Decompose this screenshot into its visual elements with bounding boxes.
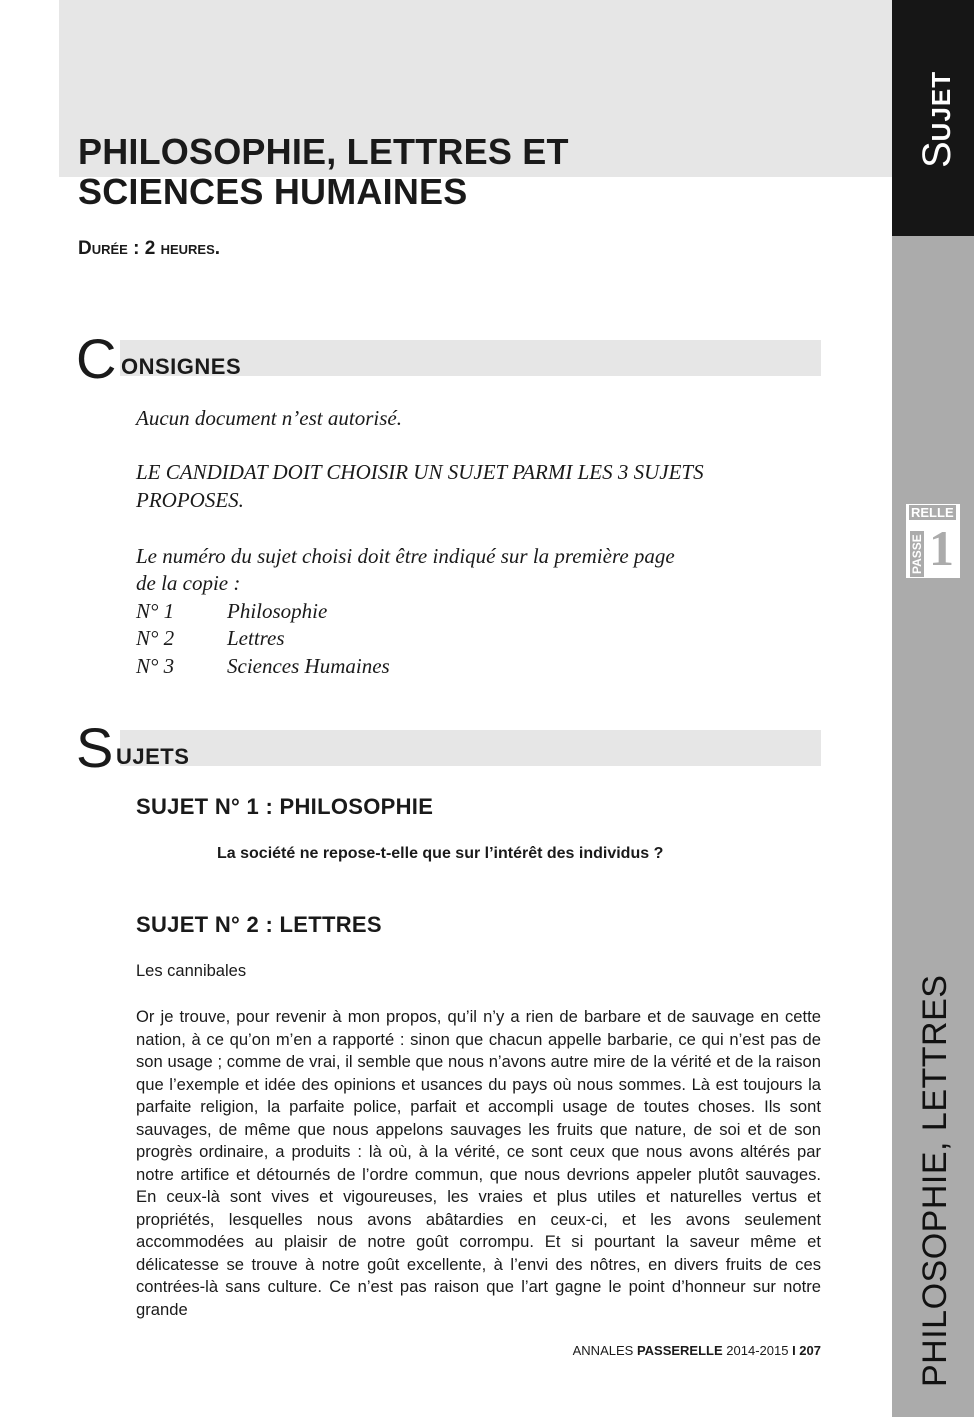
subject-1-heading: SUJET N° 1 : PHILOSOPHIE [136,794,434,819]
side-section-label: PHILOSOPHIE, LETTRES [916,974,954,1387]
instruction-choose-line1: LE CANDIDAT DOIT CHOISIR UN SUJET PARMI LES 3 SUJETS [136,460,704,484]
page-number: 207 [795,1343,821,1358]
passerelle-logo: RELLE PASSE 1 [906,504,960,578]
subject-1-question: La société ne repose-t-elle que sur l’intérêt des individus ? [217,845,664,862]
subject-2-paragraph: Or je trouve, pour revenir à mon propos, qu’il n’y a rien de barbare et de sauvage en cette nation, à ce qu’on m’en a rapporté : sinon que chacun appelle barbarie, ce qui n’est pas de son usage ; comme de vrai, il semble que nous n’avons autre mire de la vérité et de la raison que l’exemple et idée des opinions et usances du pays où nous sommes. Là est toujours la parfaite religion, la parfaite police, parfait et accompli usage de toutes choses. Ils sont sauvages, de même que nous appelons sauvages les fruits que nature, de soi et de son progrès ordinaire, a produits : là où, à la vérité, ce sont ceux que nous avons altérés par notre artifice et détournés de l’ordre commun, que nous devrions appeler plutôt sauvages. En ceux-là sont vives et vigoureuses, les vraies et plus utiles et naturelles vertus et propriétés, lesquelles nous avons abâtardies en ceux-ci, et les avons seulement accommodées au plaisir de notre goût corrompu. Et si pourtant la saveur même et délicatesse se trouve à notre goût excellente, à l’envi des nôtres, en divers fruits de ces contrées-là sans culture. Ce n’est pas raison que l’art gagne le point d’honneur sur notre grande [136,1007,821,1319]
list-item: N° 2 Lettres [136,626,285,650]
instruction-choose-line2: PROPOSES. [136,488,244,512]
footer-brand: PASSERELLE [636,1343,723,1358]
instruction-number-line2: de la copie : [136,571,241,595]
sujets-bar [120,730,821,766]
page-footer: ANNALES PASSERELLE 2014-2015 I 207 [572,1343,821,1358]
subject-2-heading: SUJET N° 2 : LETTRES [136,912,382,937]
page-title [78,132,569,212]
list-item: N° 1 Philosophie [136,599,328,623]
consignes-initial: C [76,327,117,390]
duration-label: Durée : 2 heures. [78,238,221,259]
sujets-heading: UJETS [116,744,190,769]
title-line-1: PHILOSOPHIE, LETTRES ET [78,131,569,172]
side-tab-label: SUJET [915,70,959,168]
list-item: N° 3 Sciences Humaines [136,654,390,678]
title-line-2: SCIENCES HUMAINES [78,171,468,212]
consignes-heading: ONSIGNES [121,354,242,379]
sujets-initial: S [76,716,114,779]
instruction-no-document: Aucun document n’est autorisé. [136,406,402,430]
subject-2-text-title: Les cannibales [136,962,247,980]
instruction-number-line1: Le numéro du sujet choisi doit être indiqué sur la première page [136,544,675,568]
